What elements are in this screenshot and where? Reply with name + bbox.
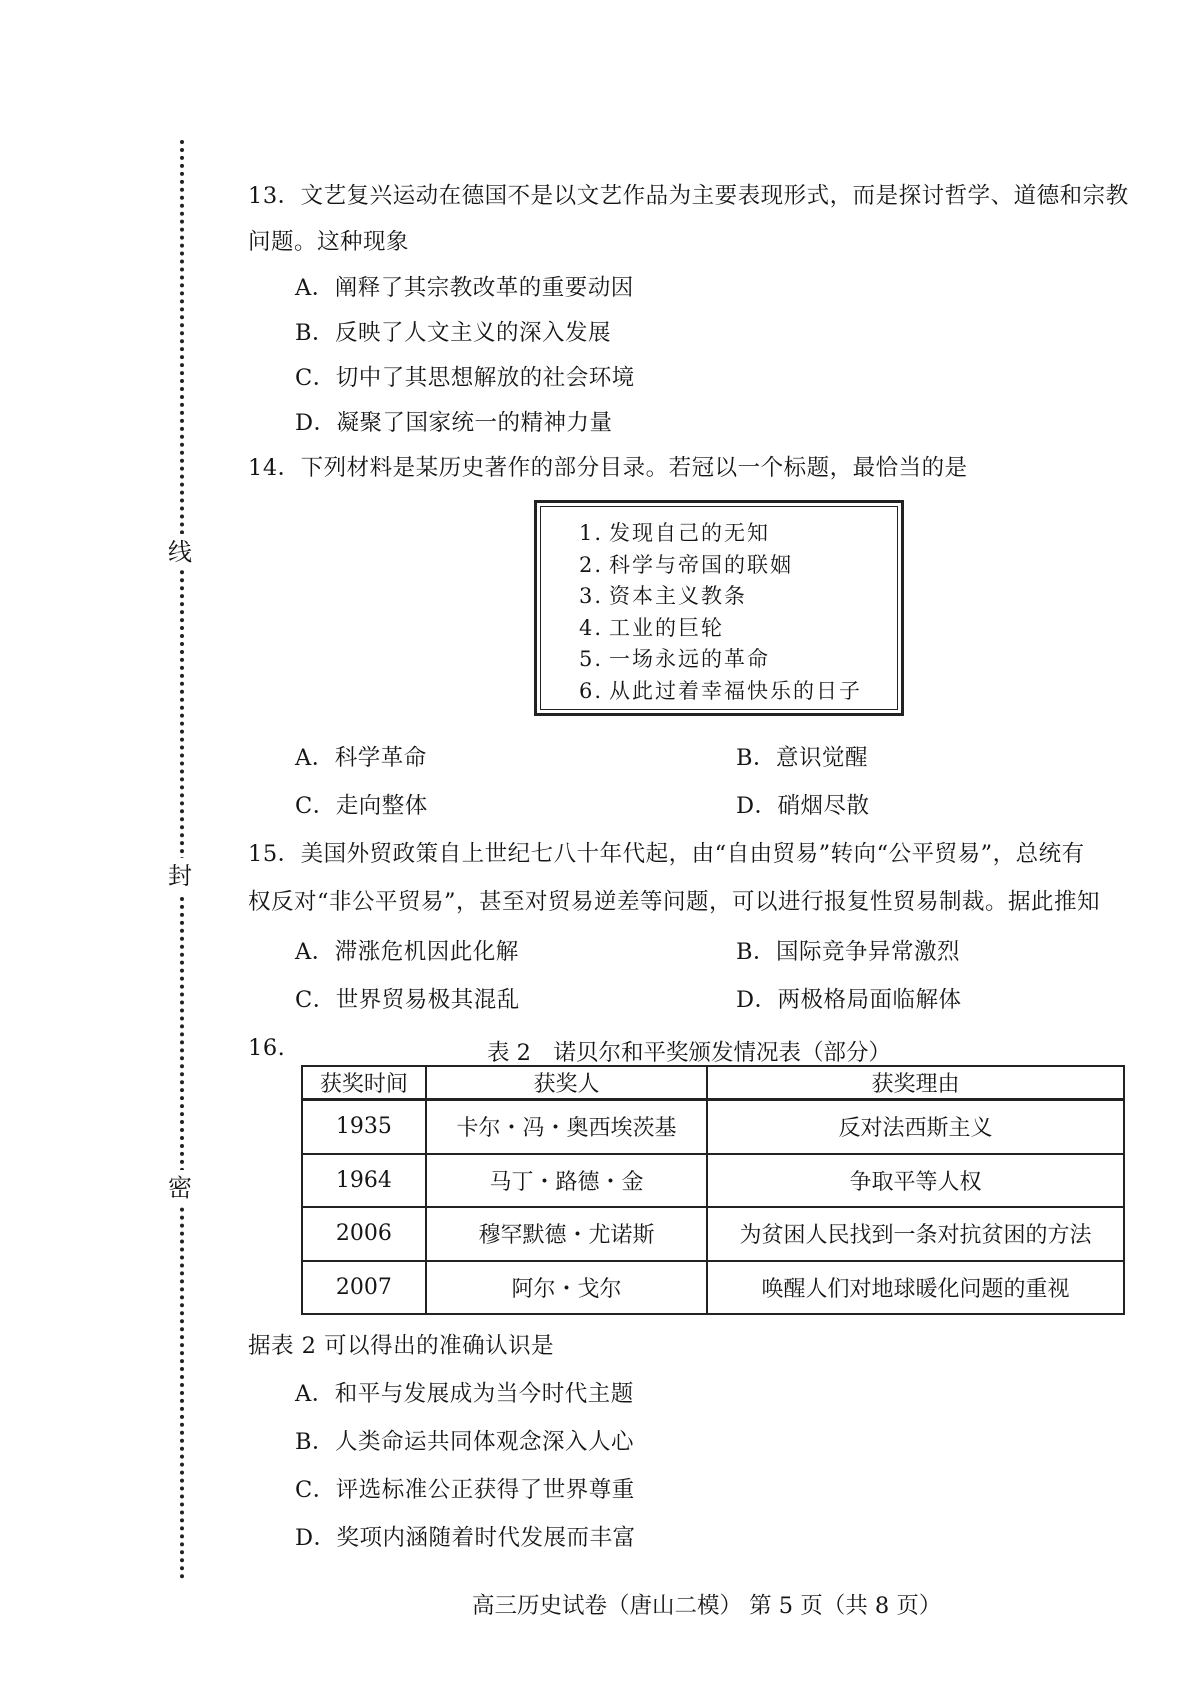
q13-option-b: B．反映了人文主义的深入发展 [295, 320, 612, 346]
cell-reason: 反对法西斯主义 [707, 1100, 1124, 1154]
header-year: 获奖时间 [302, 1066, 426, 1100]
header-reason: 获奖理由 [707, 1066, 1124, 1100]
q14-option-d: D．硝烟尽散 [736, 793, 870, 819]
q14-option-c: C．走向整体 [295, 793, 428, 819]
toc-item: 5. 一场永远的革命 [579, 647, 770, 671]
q14-option-a: A．科学革命 [295, 745, 427, 771]
binding-char-mi: 密 [160, 1170, 200, 1206]
cell-laureate: 马丁・路德・金 [426, 1154, 707, 1207]
q14-contents-box [534, 500, 904, 716]
cell-reason: 争取平等人权 [707, 1154, 1124, 1207]
header-laureate: 获奖人 [426, 1066, 707, 1100]
q16-table-caption: 表 2 诺贝尔和平奖颁发情况表（部分） [487, 1040, 891, 1066]
q13-stem-line2: 问题。这种现象 [248, 229, 410, 255]
cell-year: 2007 [302, 1261, 426, 1314]
binding-char-xian: 线 [160, 534, 200, 570]
q13-stem-line1: 13．文艺复兴运动在德国不是以文艺作品为主要表现形式，而是探讨哲学、道德和宗教 [248, 183, 1129, 209]
q14-stem: 14．下列材料是某历史著作的部分目录。若冠以一个标题，最恰当的是 [248, 455, 968, 481]
table-header-row [302, 1066, 1124, 1100]
nobel-prize-table [301, 1065, 1125, 1315]
table-row [302, 1207, 1124, 1260]
toc-item: 1. 发现自己的无知 [579, 521, 770, 545]
table-row [302, 1261, 1124, 1314]
cell-laureate: 阿尔・戈尔 [426, 1261, 707, 1314]
cell-year: 2006 [302, 1207, 426, 1260]
q15-option-d: D．两极格局面临解体 [736, 987, 962, 1013]
q15-stem-line1: 15．美国外贸政策自上世纪七八十年代起，由“自由贸易”转向“公平贸易”，总统有 [248, 841, 1085, 867]
toc-item: 4. 工业的巨轮 [579, 615, 724, 640]
cell-laureate: 穆罕默德・尤诺斯 [426, 1207, 707, 1260]
cell-year: 1964 [302, 1154, 426, 1207]
table-row [302, 1154, 1124, 1207]
q15-option-b: B．国际竞争异常激烈 [736, 939, 961, 965]
cell-year: 1935 [302, 1100, 426, 1154]
binding-char-feng: 封 [160, 858, 200, 894]
q16-option-b: B．人类命运共同体观念深入人心 [295, 1429, 635, 1455]
q13-option-d: D．凝聚了国家统一的精神力量 [295, 410, 613, 436]
q15-option-a: A．滞涨危机因此化解 [295, 939, 519, 965]
toc-item: 2. 科学与帝国的联姻 [579, 552, 793, 577]
toc-item: 3. 资本主义教条 [579, 584, 747, 608]
q14-option-b: B．意识觉醒 [736, 745, 869, 771]
page-footer: 高三历史试卷（唐山二模） 第 5 页（共 8 页） [472, 1593, 942, 1619]
cell-laureate: 卡尔・冯・奥西埃茨基 [426, 1100, 707, 1154]
q16-number: 16. [248, 1035, 286, 1061]
q16-option-a: A．和平与发展成为当今时代主题 [295, 1381, 634, 1407]
q16-option-d: D．奖项内涵随着时代发展而丰富 [295, 1525, 636, 1551]
q13-option-a: A．阐释了其宗教改革的重要动因 [295, 275, 634, 301]
toc-item: 6. 从此过着幸福快乐的日子 [579, 678, 862, 703]
q15-stem-line2: 权反对“非公平贸易”，甚至对贸易逆差等问题，可以进行报复性贸易制裁。据此推知 [248, 889, 1101, 915]
table-row [302, 1100, 1124, 1154]
q13-option-c: C．切中了其思想解放的社会环境 [295, 365, 635, 391]
q15-option-c: C．世界贸易极其混乱 [295, 987, 520, 1013]
cell-reason: 唤醒人们对地球暖化问题的重视 [707, 1261, 1124, 1314]
q16-stem: 据表 2 可以得出的准确认识是 [248, 1333, 555, 1359]
cell-reason: 为贫困人民找到一条对抗贫困的方法 [707, 1207, 1124, 1260]
q16-option-c: C．评选标准公正获得了世界尊重 [295, 1477, 635, 1503]
